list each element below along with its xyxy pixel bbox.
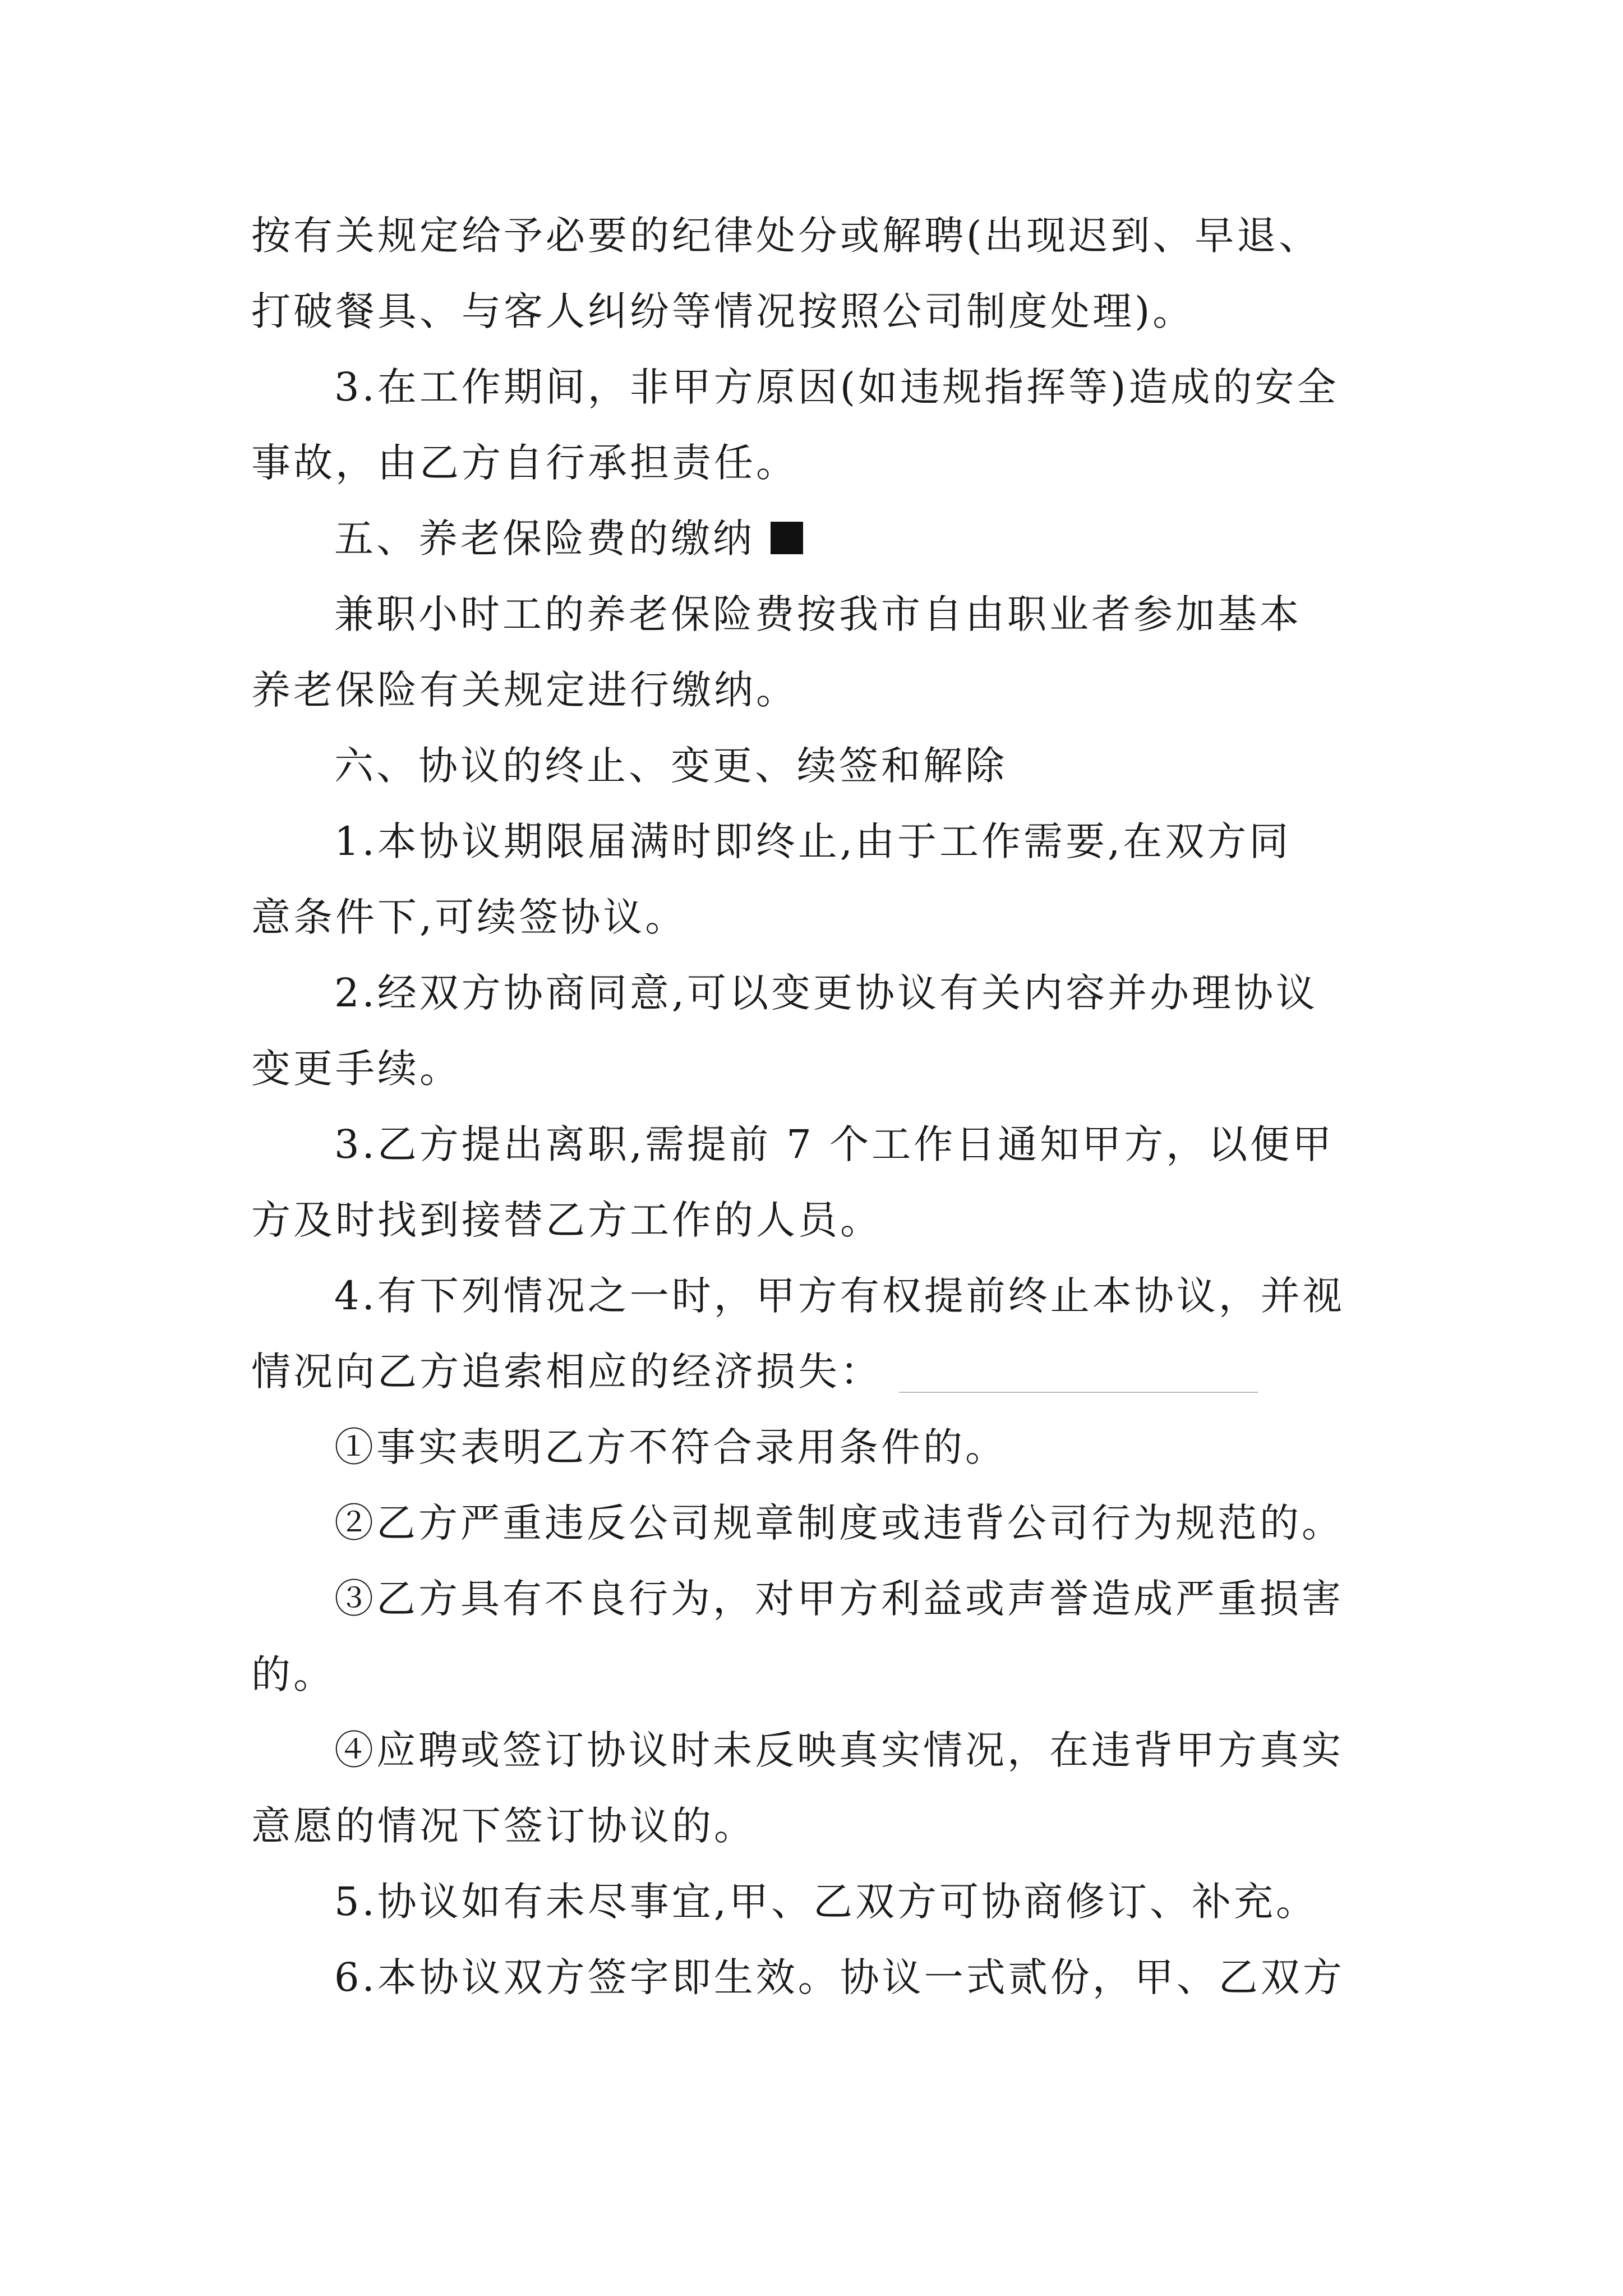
text-line: 养老保险有关规定进行缴纳。 (251, 667, 798, 713)
text-line: 意条件下,可续签协议。 (251, 894, 688, 940)
text-line (251, 1343, 1258, 1400)
text-line: 2.经双方协商同意,可以变更协议有关内容并办理协议 (334, 970, 1318, 1016)
text-line: 的。 (251, 1651, 335, 1697)
section-heading (334, 510, 803, 567)
text-line: 6.本协议双方签字即生效。协议一式贰份，甲、乙双方 (334, 1954, 1345, 2000)
list-item: ②乙方严重违反公司规章制度或违背公司行为规范的。 (334, 1500, 1344, 1546)
list-item: ①事实表明乙方不符合录用条件的。 (334, 1424, 1007, 1470)
text-line: 变更手续。 (251, 1046, 462, 1092)
text-line: 事故，由乙方自行承担责任。 (251, 440, 798, 486)
section-heading-text: 五、养老保险费的缴纳 (334, 516, 755, 562)
text-line: 3.乙方提出离职,需提前 7 个工作日通知甲方，以便甲 (334, 1121, 1335, 1167)
text-line: 3.在工作期间，非甲方原因(如违规指挥等)造成的安全 (334, 364, 1339, 410)
fill-in-blank-line (899, 1392, 1258, 1393)
list-item: ③乙方具有不良行为，对甲方利益或声誉造成严重损害 (334, 1576, 1344, 1622)
text-line: 按有关规定给予必要的纪律处分或解聘(出现迟到、早退、 (251, 213, 1321, 259)
text-line: 5.协议如有未尽事宜,甲、乙双方可协商修订、补充。 (334, 1879, 1318, 1925)
section-heading: 六、协议的终止、变更、续签和解除 (334, 743, 1007, 789)
text-line: 兼职小时工的养老保险费按我市自由职业者参加基本 (334, 591, 1302, 637)
text-line: 方及时找到接替乙方工作的人员。 (251, 1197, 882, 1243)
text-line: 4.有下列情况之一时，甲方有权提前终止本协议，并视 (334, 1273, 1345, 1319)
text-line-content: 情况向乙方追索相应的经济损失： (251, 1349, 882, 1395)
text-line: 1.本协议期限届满时即终止,由于工作需要,在双方同 (334, 818, 1292, 864)
list-item: ④应聘或签订协议时未反映真实情况，在违背甲方真实 (334, 1727, 1344, 1773)
black-square-icon (771, 522, 803, 554)
text-line: 意愿的情况下签订协议的。 (251, 1803, 756, 1849)
text-line: 打破餐具、与客人纠纷等情况按照公司制度处理)。 (251, 288, 1195, 334)
